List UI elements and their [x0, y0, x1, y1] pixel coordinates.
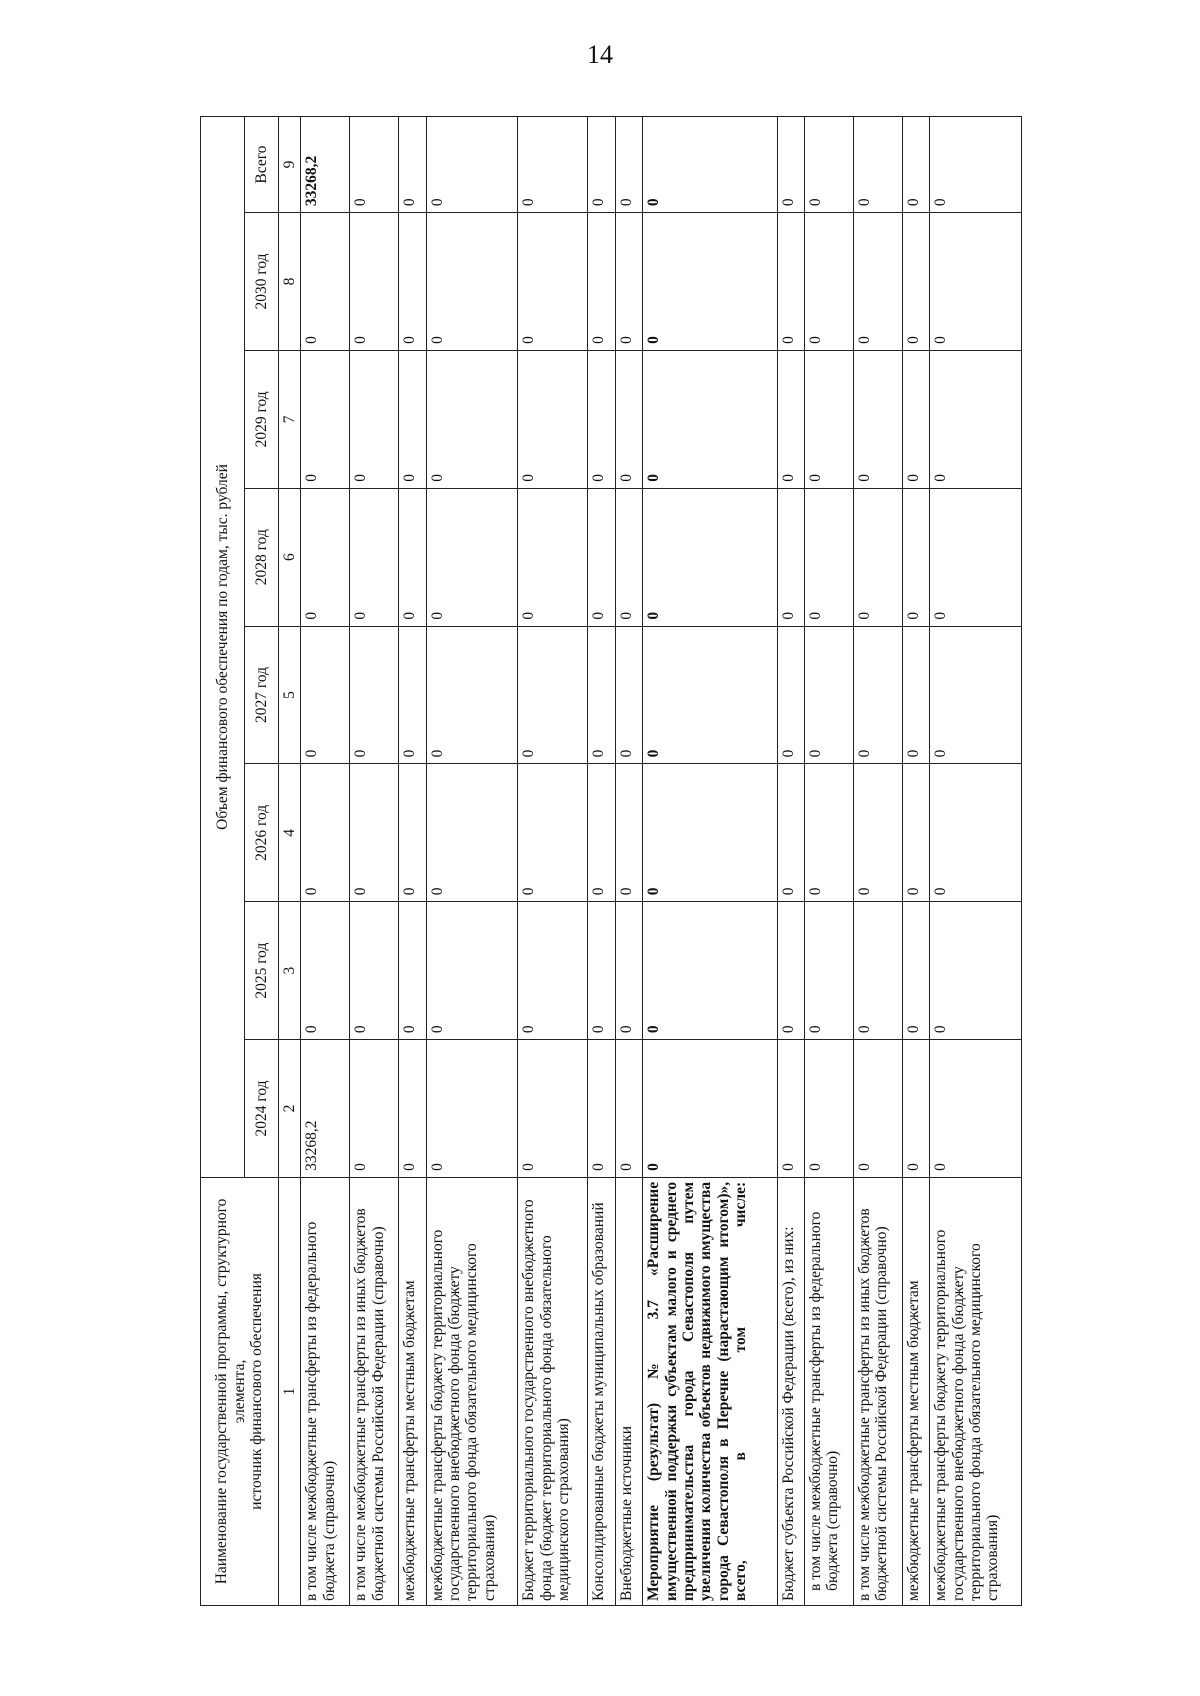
table-row: [588, 117, 616, 1606]
header-year: 2029 год: [245, 350, 279, 488]
row-year-value: 0: [902, 902, 930, 1040]
table-row: [777, 117, 805, 1606]
row-label: Мероприятие (результат) № 3.7 «Расширение имущественной поддержки субъектам малого и среднего предпринимательства города Севастополя путем увеличения количества объектов недвижимого имущества города Севастополя в Перечне (нарастающим итогом)», всего, в том числе:: [643, 1177, 777, 1605]
row-total-value: 0: [518, 117, 588, 213]
column-number: 2: [279, 1040, 301, 1178]
row-total-value: 0: [399, 117, 427, 213]
header-name-title: Наименование государственной программы, структурного элемента,: [213, 1198, 248, 1585]
row-year-value: 0: [643, 1040, 777, 1178]
row-year-value: 0: [350, 488, 399, 626]
column-number: 4: [279, 764, 301, 902]
row-year-value: 0: [902, 350, 930, 488]
row-total-value: 0: [805, 117, 854, 213]
table-row: [518, 117, 588, 1606]
row-year-value: 0: [615, 1040, 643, 1178]
row-year-value: 0: [777, 488, 805, 626]
row-year-value: 0: [805, 350, 854, 488]
row-label: межбюджетные трансферты местным бюджетам: [399, 1177, 427, 1605]
row-label: Бюджет территориального государственного внебюджетного фонда (бюджет территориального фонда обязательного медицинского страхования): [518, 1177, 588, 1605]
row-year-value: 33268,2: [301, 1040, 350, 1178]
row-year-value: 0: [615, 902, 643, 1040]
table-row: [643, 117, 777, 1606]
column-number: 9: [279, 117, 301, 213]
row-total-value: 33268,2: [301, 117, 350, 213]
row-year-value: 0: [805, 626, 854, 764]
row-year-value: 0: [777, 764, 805, 902]
row-year-value: 0: [518, 488, 588, 626]
column-number: 7: [279, 350, 301, 488]
row-year-value: 0: [853, 213, 902, 351]
row-year-value: 0: [399, 626, 427, 764]
header-name-column: [201, 1177, 279, 1605]
row-year-value: 0: [615, 488, 643, 626]
row-year-value: 0: [301, 626, 350, 764]
row-year-value: 0: [426, 764, 518, 902]
header-name-subtitle: источник финансового обеспечения: [248, 1273, 266, 1510]
row-year-value: 0: [777, 350, 805, 488]
row-year-value: 0: [805, 488, 854, 626]
header-year: 2026 год: [245, 764, 279, 902]
row-year-value: 0: [930, 488, 1022, 626]
row-year-value: 0: [350, 213, 399, 351]
header-year: 2027 год: [245, 626, 279, 764]
row-total-value: 0: [853, 117, 902, 213]
row-label: в том числе межбюджетные трансферты из федерального бюджета (справочно): [805, 1177, 854, 1605]
row-year-value: 0: [399, 764, 427, 902]
row-year-value: 0: [301, 213, 350, 351]
row-year-value: 0: [853, 764, 902, 902]
financing-table-rotated: [200, 116, 1022, 1606]
row-year-value: 0: [301, 902, 350, 1040]
row-year-value: 0: [615, 213, 643, 351]
header-year: 2024 год: [245, 1040, 279, 1178]
row-year-value: 0: [902, 626, 930, 764]
row-year-value: 0: [426, 902, 518, 1040]
table-row: [930, 117, 1022, 1606]
row-total-value: 0: [902, 117, 930, 213]
row-year-value: 0: [301, 350, 350, 488]
row-year-value: 0: [853, 1040, 902, 1178]
row-year-value: 0: [426, 350, 518, 488]
row-year-value: 0: [930, 626, 1022, 764]
row-year-value: 0: [588, 1040, 616, 1178]
row-label: межбюджетные трансферты бюджету территориального государственного внебюджетного фонда (бюджету территориального фонда обязательного медицинского страхования): [930, 1177, 1022, 1605]
column-number: 6: [279, 488, 301, 626]
row-year-value: 0: [350, 902, 399, 1040]
row-year-value: 0: [426, 213, 518, 351]
row-year-value: 0: [902, 1040, 930, 1178]
row-year-value: 0: [805, 902, 854, 1040]
row-year-value: 0: [930, 213, 1022, 351]
row-year-value: 0: [615, 764, 643, 902]
row-year-value: 0: [518, 213, 588, 351]
row-total-value: 0: [777, 117, 805, 213]
row-year-value: 0: [930, 350, 1022, 488]
row-year-value: 0: [615, 626, 643, 764]
row-total-value: 0: [643, 117, 777, 213]
row-year-value: 0: [643, 902, 777, 1040]
table-row: [350, 117, 399, 1606]
column-number: 1: [279, 1177, 301, 1605]
row-label: Внебюджетные источники: [615, 1177, 643, 1605]
row-year-value: 0: [777, 1040, 805, 1178]
row-year-value: 0: [902, 213, 930, 351]
row-year-value: 0: [643, 213, 777, 351]
row-year-value: 0: [588, 626, 616, 764]
row-year-value: 0: [777, 626, 805, 764]
row-label: Бюджет субъекта Российской Федерации (всего), из них:: [777, 1177, 805, 1605]
row-year-value: 0: [930, 1040, 1022, 1178]
row-year-value: 0: [399, 488, 427, 626]
row-year-value: 0: [350, 764, 399, 902]
row-year-value: 0: [518, 902, 588, 1040]
page-number: 14: [587, 40, 613, 69]
row-year-value: 0: [399, 350, 427, 488]
row-year-value: 0: [399, 213, 427, 351]
row-year-value: 0: [930, 902, 1022, 1040]
row-total-value: 0: [426, 117, 518, 213]
row-year-value: 0: [350, 350, 399, 488]
row-year-value: 0: [853, 902, 902, 1040]
row-year-value: 0: [350, 1040, 399, 1178]
row-year-value: 0: [643, 764, 777, 902]
row-year-value: 0: [643, 350, 777, 488]
row-year-value: 0: [426, 626, 518, 764]
row-year-value: 0: [301, 488, 350, 626]
header-volume-title: Объем финансового обеспечения по годам, тыс. рублей: [201, 117, 245, 1178]
row-year-value: 0: [588, 764, 616, 902]
header-year: 2025 год: [245, 902, 279, 1040]
column-number: 5: [279, 626, 301, 764]
row-year-value: 0: [518, 350, 588, 488]
row-year-value: 0: [805, 1040, 854, 1178]
row-year-value: 0: [301, 764, 350, 902]
table-row: [805, 117, 854, 1606]
row-year-value: 0: [777, 902, 805, 1040]
row-year-value: 0: [805, 213, 854, 351]
row-year-value: 0: [588, 488, 616, 626]
row-year-value: 0: [350, 626, 399, 764]
row-year-value: 0: [399, 902, 427, 1040]
row-year-value: 0: [643, 626, 777, 764]
row-year-value: 0: [518, 764, 588, 902]
row-total-value: 0: [930, 117, 1022, 213]
row-label: в том числе межбюджетные трансферты из федерального бюджета (справочно): [301, 1177, 350, 1605]
table-row: [902, 117, 930, 1606]
header-year: 2030 год: [245, 213, 279, 351]
row-year-value: 0: [930, 764, 1022, 902]
row-year-value: 0: [902, 764, 930, 902]
financing-table: [200, 116, 1022, 1606]
header-total: Всего: [245, 117, 279, 213]
header-year: 2028 год: [245, 488, 279, 626]
row-year-value: 0: [426, 488, 518, 626]
row-year-value: 0: [853, 626, 902, 764]
row-year-value: 0: [643, 488, 777, 626]
table-row: [426, 117, 518, 1606]
row-label: межбюджетные трансферты бюджету территориального государственного внебюджетного фонда (бюджету территориального фонда обязательного медицинского страхования): [426, 1177, 518, 1605]
row-total-value: 0: [350, 117, 399, 213]
row-total-value: 0: [588, 117, 616, 213]
row-year-value: 0: [399, 1040, 427, 1178]
row-label: межбюджетные трансферты местным бюджетам: [902, 1177, 930, 1605]
table-row: [615, 117, 643, 1606]
row-label: в том числе межбюджетные трансферты из иных бюджетов бюджетной системы Российской Федерации (справочно): [350, 1177, 399, 1605]
row-year-value: 0: [853, 350, 902, 488]
row-year-value: 0: [426, 1040, 518, 1178]
row-label: в том числе межбюджетные трансферты из иных бюджетов бюджетной системы Российской Федерации (справочно): [853, 1177, 902, 1605]
row-year-value: 0: [615, 350, 643, 488]
row-year-value: 0: [853, 488, 902, 626]
row-year-value: 0: [588, 213, 616, 351]
table-row: [399, 117, 427, 1606]
row-year-value: 0: [518, 626, 588, 764]
column-number: 3: [279, 902, 301, 1040]
row-year-value: 0: [902, 488, 930, 626]
row-year-value: 0: [518, 1040, 588, 1178]
row-year-value: 0: [777, 213, 805, 351]
table-row: [853, 117, 902, 1606]
row-year-value: 0: [588, 350, 616, 488]
column-number: 8: [279, 213, 301, 351]
row-total-value: 0: [615, 117, 643, 213]
table-body: [301, 117, 1022, 1606]
table-row: [301, 117, 350, 1606]
row-year-value: 0: [805, 764, 854, 902]
row-label: Консолидированные бюджеты муниципальных образований: [588, 1177, 616, 1605]
row-year-value: 0: [588, 902, 616, 1040]
